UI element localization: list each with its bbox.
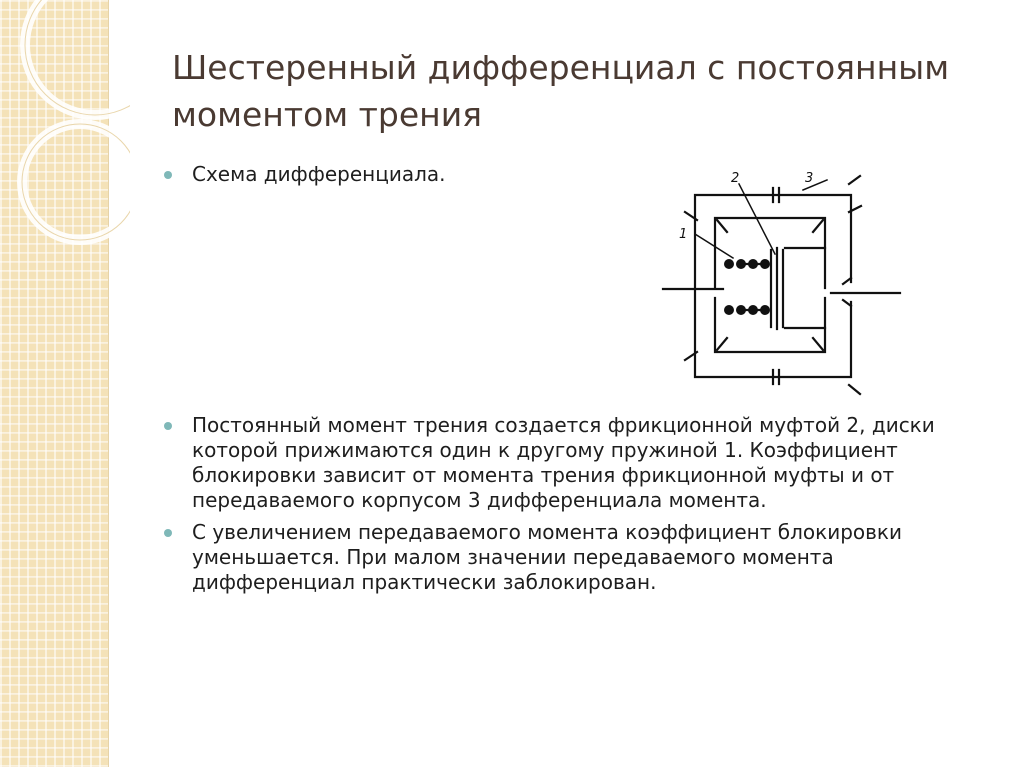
main-shaft <box>663 289 900 293</box>
bullet-text: С увеличением передаваемого момента коэффициент блокировки уменьшается. При малом значении передаваемого момента дифференциал практически заблокирован. <box>192 520 902 594</box>
differential-schematic <box>655 162 920 407</box>
diagram-label-1: 1 <box>679 227 688 242</box>
bullet-marker-icon <box>164 422 172 430</box>
bullet-text: Постоянный момент трения создается фрикционной муфтой 2, диски которой прижимаются один к другому пружиной 1. Коэффициент блокировки зависит от момента трения фрикционной муфты и от передаваемого корпусом 3 дифференциала момента. <box>192 413 935 512</box>
bullet-list-bottom <box>160 413 960 602</box>
bullet-item <box>160 520 960 595</box>
bullet-marker-icon <box>164 171 172 179</box>
bullet-marker-icon <box>164 529 172 537</box>
bullet-item <box>160 413 960 513</box>
decorative-rings <box>0 0 130 260</box>
springs-1 <box>724 259 770 315</box>
bullet-text: Схема дифференциала. <box>192 162 446 186</box>
diagram-label-3: 3 <box>805 171 814 186</box>
slide-title: Шестеренный дифференциал с постоянным моментом трения <box>172 48 950 134</box>
friction-clutch <box>771 248 825 329</box>
diagram-label-2: 2 <box>731 171 740 186</box>
